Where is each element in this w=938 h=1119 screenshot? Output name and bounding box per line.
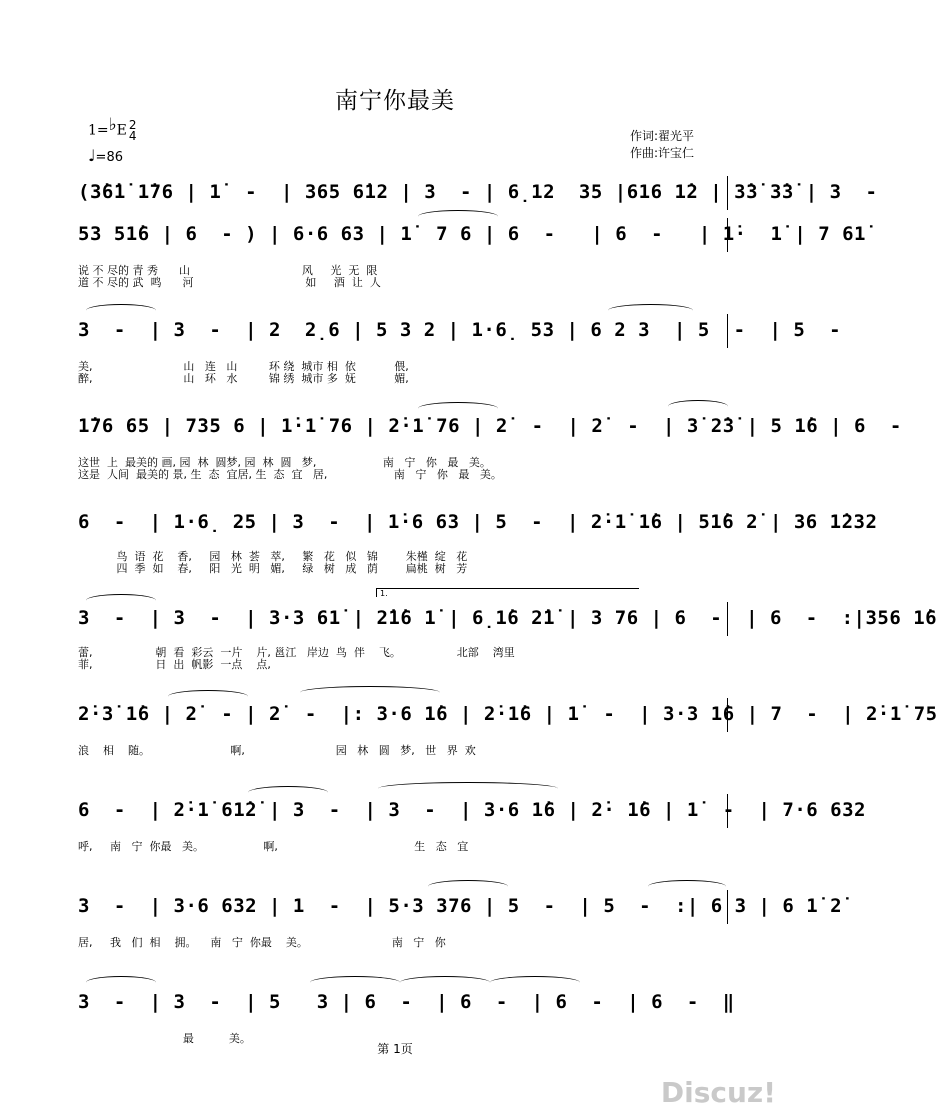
lyric-verse-2: 道 不 尽的 武 鸣 河 如 酒 让 人	[78, 276, 381, 289]
slur	[300, 686, 440, 699]
composer: 作曲:许宝仁	[630, 146, 695, 160]
lyric-verse-2: 四 季 如 春, 阳 光 明 媚, 绿 树 成 荫 扁桃 树 芳	[78, 562, 468, 575]
time-signature	[129, 120, 137, 142]
slur	[378, 782, 558, 795]
lyric-verse-1: 美, 山 连 山 环 绕 城市 相 依 偎,	[78, 360, 409, 373]
notation-line: 6 - | 1·6̣ 25 | 3 - | 1̇·6 63 | 5 - | 2̇·1̇ 1̇6 | 51̇6 2̇ | 36 1̇232	[78, 511, 878, 533]
slur	[418, 402, 498, 415]
slur	[86, 976, 156, 989]
volta-bracket	[376, 588, 639, 597]
slur	[86, 594, 156, 607]
slur	[648, 880, 726, 893]
barline	[727, 890, 728, 924]
lyric-verse-1: 浪 相 随。 啊, 园 林 圆 梦, 世 界 欢	[78, 744, 476, 757]
barline	[727, 314, 728, 348]
slur	[248, 786, 328, 799]
time-bottom: 4	[128, 129, 137, 143]
slur	[168, 690, 248, 703]
slur	[608, 304, 693, 317]
notation-line: 3 - | 3 - | 5 3 | 6 - | 6 - | 6 - | 6 - ‖	[78, 991, 735, 1013]
barline	[727, 794, 728, 828]
lyric-verse-1: 蕾, 朝 看 彩云 一片 片, 邕江 岸边 鸟 伴 飞。 北部 湾里	[78, 646, 515, 659]
key-prefix: 1=	[88, 122, 109, 139]
barline	[727, 218, 728, 252]
notation-line: 3 - | 3 - | 3·3 61̇ | 2̇1̇6 1̇ | 6̣1̇6 2̇1̇ | 3 76 | 6 - | 6 - :|356 1̇6	[78, 607, 938, 629]
barline	[727, 176, 728, 210]
notation-line: 6 - | 2̇·1̇ 61̇2̇ | 3 - | 3 - | 3·6 1̇6 | 2̇· 1̇6 | 1̇ - | 7·6 632	[78, 799, 866, 821]
song-title: 南宁你最美	[335, 88, 455, 114]
notation-line: (3̇6̇1̇ 1̇76 | 1̇ - | 365 6̇12 | 3 - | 6̣12 35 |616 1̇2 | 3̇3̇ 3̇3̇ | 3 -	[78, 181, 878, 203]
flat-sign: ♭	[108, 114, 117, 135]
quarter-note-icon: ♩	[88, 146, 96, 165]
slur	[428, 880, 508, 893]
notation-line: 3 - | 3 - | 2 2̣6 | 5 3 2 | 1·6̣ 53 | 6 2 3 | 5 - | 5 -	[78, 319, 842, 341]
notation-line: 1̇76 65 | 735 6 | 1̇·1̇ 76 | 2̇·1̇ 76 | 2̇ - | 2̇ - | 3̇ 2̇3̇ | 5 1̇6 | 6 -	[78, 415, 902, 437]
lyricist: 作词:翟光平	[630, 129, 695, 143]
lyric-verse-1: 最 美。	[78, 1032, 251, 1045]
lyric-verse-1: 这世 上 最美的 画, 园 林 圆梦, 园 林 圆 梦, 南 宁 你 最 美。	[78, 456, 491, 469]
lyric-verse-1: 鸟 语 花 香, 园 林 荟 萃, 繁 花 似 锦 朱槿 绽 花	[78, 550, 468, 563]
slur	[418, 210, 498, 223]
slur	[668, 400, 728, 413]
notation-line: 2̇·3̇ 1̇6 | 2̇ - | 2̇ - |: 3·6 1̇6 | 2̇·1̇6 | 1̇ - | 3·3 1̇6 | 7 - | 2̇·1̇ 75	[78, 703, 938, 725]
tempo-value: =86	[95, 150, 123, 165]
barline	[727, 602, 728, 636]
slur	[86, 304, 156, 317]
notation-line: 53 51̇6 | 6 - ) | 6·6 63 | 1̇ 7 6 | 6 - | 6 - | 1̇· 1̇ | 7 61̇	[78, 223, 866, 245]
lyric-verse-2: 这是 人间 最美的 景, 生 态 宜居, 生 态 宜 居, 南 宁 你 最 美。	[78, 468, 502, 481]
tempo-mark	[88, 148, 137, 166]
lyric-verse-2: 醉, 山 环 水 锦 绣 城市 多 妩 媚,	[78, 372, 409, 385]
slur	[400, 976, 490, 989]
credits	[630, 128, 694, 162]
lyric-verse-1: 居, 我 们 相 拥。 南 宁 你最 美。 南 宁 你	[78, 936, 446, 949]
slur	[490, 976, 580, 989]
lyric-verse-1: 说 不 尽的 青 秀 山 风 光 无 限	[78, 264, 378, 277]
slur	[310, 976, 400, 989]
lyric-verse-2: 菲, 日 出 帆影 一点 点,	[78, 658, 271, 671]
volta-label: 1.	[380, 589, 388, 598]
page-number: 第 1页	[377, 1042, 413, 1056]
lyric-verse-1: 呼, 南 宁 你最 美。 啊, 生 态 宜	[78, 840, 469, 853]
watermark-logo: Discuz!	[660, 1076, 776, 1109]
barline	[727, 698, 728, 732]
notation-line: 3 - | 3·6 632 | 1 - | 5·3 376 | 5 - | 5 - :| 6 3 | 6 1̇ 2̇	[78, 895, 843, 917]
key-letter: E	[116, 122, 127, 139]
time-top: 2	[128, 118, 137, 132]
key-and-tempo	[88, 114, 137, 166]
